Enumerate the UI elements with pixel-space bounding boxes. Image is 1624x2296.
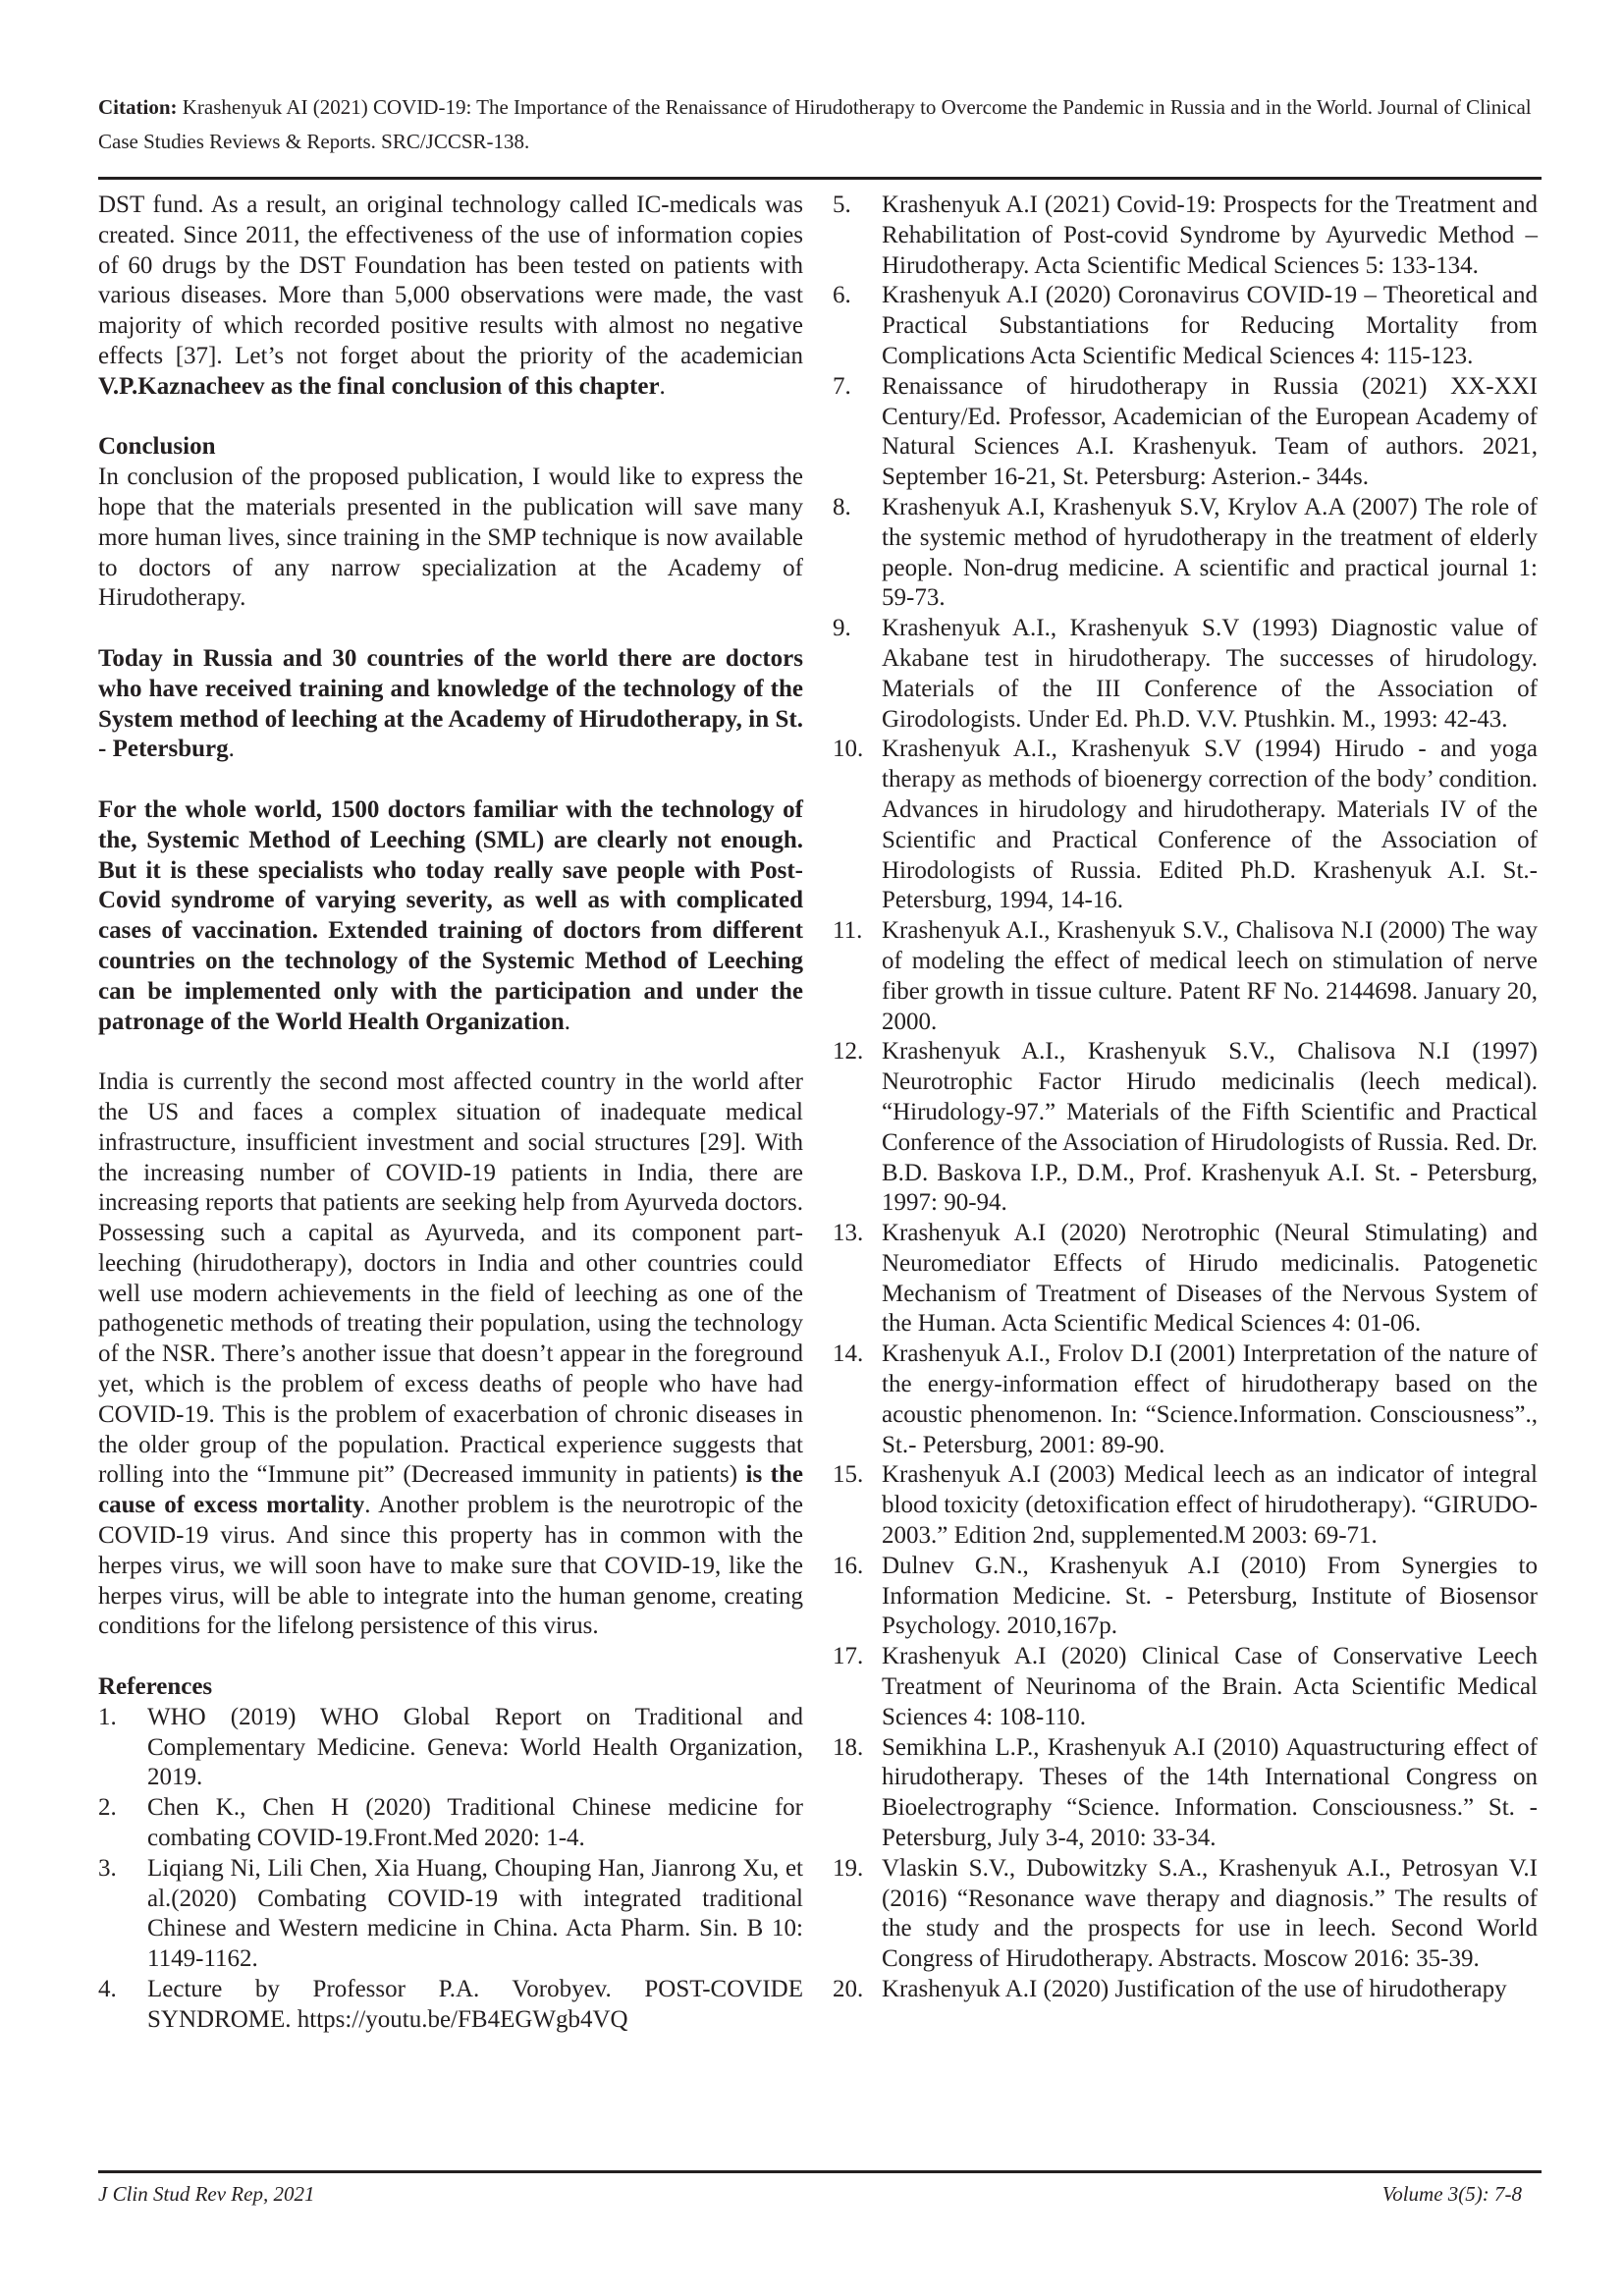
reference-number: 6. (833, 282, 851, 309)
reference-text: WHO (2019) WHO Global Report on Traditional and Complementary Medicine. Geneva: World Health Organization, 2019. (147, 1703, 803, 1791)
reference-item (833, 1552, 1538, 1642)
paragraph-end: . (659, 372, 666, 400)
reference-item (833, 614, 1538, 735)
conclusion-paragraph: In conclusion of the proposed publication, I would like to express the hope that the materials presented in the publication will save many more human lives, since training in the SMP technique is now available to doctors of any narrow specialization at the Academy of Hirudotherapy. (98, 464, 803, 612)
reference-item (833, 916, 1538, 1037)
citation-text: Krashenyuk AI (2021) COVID-19: The Importance of the Renaissance of Hirudotherapy to Overcome the Pandemic in Russia and in the World. Journal of Clinical Case Studies Reviews & Reports. SRC/JCCSR-138. (98, 95, 1532, 153)
header-divider (98, 177, 1542, 180)
body-paragraph-india (98, 1067, 803, 1642)
footer-volume: Volume 3(5): 7-8 (1381, 2182, 1522, 2206)
reference-text: Krashenyuk A.I., Krashenyuk S.V (1993) Diagnostic value of Akabane test in hirudotherapy. The successes of hirudology. Materials of the III Conference of the Association of Girodologists. Under Ed. Ph.D. V.V. Ptushkin. M., 1993: 42-43. (882, 615, 1538, 733)
reference-number: 15. (833, 1461, 864, 1489)
reference-text: Krashenyuk A.I., Krashenyuk S.V., Chalisova N.I (1997) Neurotrophic Factor Hirudo medicinalis (leech medical). “Hirudology-97.” Materials of the Fifth Scientific and Practical Conference of the Association of Hirudologists of Russia. Red. Dr. B.D. Baskova I.P., D.M., Prof. Krashenyuk A.I. St. - Petersburg, 1997: 90-94. (882, 1038, 1538, 1217)
reference-text: Renaissance of hirudotherapy in Russia (2021) XX-XXI Century/Ed. Professor, Academician of the European Academy of Natural Sciences A.I. Krashenyuk. Team of authors. 2021, September 16-21, St. Petersburg: Asterion.- 344s. (882, 372, 1538, 491)
reference-number: 12. (833, 1038, 864, 1066)
reference-item (98, 1854, 803, 1975)
reference-number: 16. (833, 1552, 864, 1579)
reference-text: Krashenyuk A.I (2020) Justification of the use of hirudotherapy (882, 1976, 1507, 2003)
reference-item (833, 1037, 1538, 1219)
reference-number: 7. (833, 372, 851, 400)
reference-item (833, 493, 1538, 614)
paragraph-text: . Another problem is the neurotropic of the COVID-19 virus. And since this property has in common with the herpes virus, we will soon have to make sure that COVID-19, like the herpes virus, will be able to integrate into the human genome, creating conditions for the lifelong persistence of this virus. (98, 1492, 803, 1640)
reference-text: Krashenyuk A.I (2021) Covid-19: Prospects for the Treatment and Rehabilitation of Post-covid Syndrome by Ayurvedic Method – Hirudotherapy. Acta Scientific Medical Sciences 5: 133-134. (882, 191, 1538, 279)
reference-number: 1. (98, 1703, 117, 1730)
reference-item (98, 1703, 803, 1793)
reference-item (833, 1733, 1538, 1854)
reference-text: Krashenyuk A.I (2003) Medical leech as an indicator of integral blood toxicity (detoxification effect of hirudotherapy). “GIRUDO-2003.” Edition 2nd, supplemented.M 2003: 69-71. (882, 1461, 1538, 1550)
reference-number: 5. (833, 191, 851, 218)
citation-label: Citation: (98, 95, 178, 119)
paragraph-bold-text: is the cause of excess mortality (98, 1461, 803, 1519)
paragraph-bold-text: V.P.Kaznacheev as the final conclusion of this chapter (98, 372, 660, 400)
reference-number: 3. (98, 1854, 117, 1882)
reference-item (98, 1793, 803, 1854)
reference-text: Krashenyuk A.I., Frolov D.I (2001) Interpretation of the nature of the energy-information effect of hirudotherapy based on the acoustic phenomenon. In: “Science.Information. Consciousness”., St.- Petersburg, 2001: 89-90. (882, 1340, 1538, 1458)
reference-item (833, 372, 1538, 493)
reference-number: 17. (833, 1643, 864, 1670)
reference-number: 2. (98, 1794, 117, 1822)
reference-text: Krashenyuk A.I, Krashenyuk S.V, Krylov A.A (2007) The role of the systemic method of hyrudotherapy in the treatment of elderly people. Non-drug medicine. A scientific and practical journal 1: 59-73. (882, 493, 1538, 612)
paragraph-end: . (228, 736, 235, 763)
paragraph-text: DST fund. As a result, an original technology called IC-medicals was created. Since 2011, the effectiveness of the use of information copies of 60 drugs by the DST Foundation has been tested on patients with various diseases. More than 5,000 observations were made, the vast majority of which recorded positive results with almost no negative effects [37]. Let’s not forget about the priority of the academician (98, 191, 803, 369)
reference-item (833, 281, 1538, 371)
body-paragraph-russia (98, 644, 803, 765)
reference-item (98, 1975, 803, 2036)
reference-number: 9. (833, 615, 851, 642)
reference-number: 19. (833, 1854, 864, 1882)
reference-text: Krashenyuk A.I (2020) Nerotrophic (Neural Stimulating) and Neuromediator Effects of Hirudo medicinalis. Patogenetic Mechanism of Treatment of Diseases of the Nervous System of the Human. Acta Scientific Medical Sciences 4: 01-06. (882, 1220, 1538, 1338)
reference-number: 18. (833, 1733, 864, 1761)
reference-text: Krashenyuk A.I., Krashenyuk S.V (1994) Hirudo - and yoga therapy as methods of bioenergy correction of the body’ condition. Advances in hirudology and hirudotherapy. Materials IV of the Scientific and Practical Conference of the Association of Hirodologists of Russia. Edited Ph.D. Krashenyuk A.I. St.- Petersburg, 1994, 14-16. (882, 736, 1538, 914)
reference-list-right (833, 191, 1538, 2005)
reference-item (833, 1339, 1538, 1460)
paragraph-bold-text: Today in Russia and 30 countries of the world there are doctors who have received training and knowledge of the technology of the System method of leeching at the Academy of Hirudotherapy, in St. - Petersburg (98, 644, 803, 763)
body-paragraph-world (98, 795, 803, 1037)
reference-item (833, 1975, 1538, 2005)
reference-text: Liqiang Ni, Lili Chen, Xia Huang, Chouping Han, Jianrong Xu, et al.(2020) Combating COVID-19 with integrated traditional Chinese and Western medicine in China. Acta Pharm. Sin. B 10: 1149-1162. (147, 1854, 803, 1973)
reference-item (833, 1460, 1538, 1551)
reference-list-left (98, 1703, 803, 2036)
reference-text: Lecture by Professor P.A. Vorobyev. POST-COVIDE SYNDROME. https://youtu.be/FB4EGWgb4VQ (147, 1976, 803, 2033)
reference-number: 20. (833, 1976, 864, 2003)
reference-number: 11. (833, 917, 863, 945)
reference-text: Chen K., Chen H (2020) Traditional Chinese medicine for combating COVID-19.Front.Med 2020: 1-4. (147, 1794, 803, 1852)
reference-text: Krashenyuk A.I., Krashenyuk S.V., Chalisova N.I (2000) The way of modeling the effect of medical leech on stimulation of nerve fiber growth in tissue culture. Patent RF No. 2144698. January 20, 2000. (882, 917, 1538, 1035)
references-heading: References (98, 1673, 213, 1701)
reference-number: 14. (833, 1340, 864, 1368)
reference-item (833, 1219, 1538, 1339)
reference-text: Dulnev G.N., Krashenyuk A.I (2010) From Synergies to Information Medicine. St. - Petersburg, Institute of Biosensor Psychology. 2010,167p. (882, 1552, 1538, 1640)
conclusion-heading: Conclusion (98, 433, 216, 461)
reference-number: 13. (833, 1220, 864, 1247)
reference-text: Krashenyuk A.I (2020) Coronavirus COVID-19 – Theoretical and Practical Substantiations for Reducing Mortality from Complications Acta Scientific Medical Sciences 4: 115-123. (882, 282, 1538, 369)
reference-item (833, 1854, 1538, 1975)
reference-item (833, 1642, 1538, 1732)
reference-number: 10. (833, 736, 864, 763)
body-paragraph-dst (98, 191, 803, 403)
reference-item (833, 735, 1538, 916)
left-column (98, 191, 803, 2036)
reference-number: 8. (833, 493, 851, 520)
right-column (833, 191, 1538, 2005)
paragraph-end: . (564, 1008, 571, 1035)
reference-text: Vlaskin S.V., Dubowitzky S.A., Krashenyuk A.I., Petrosyan V.I (2016) “Resonance wave therapy and diagnosis.” The results of the study and the prospects for use in leech. Second World Congress of Hirudotherapy. Abstracts. Moscow 2016: 35-39. (882, 1854, 1538, 1973)
citation-header (98, 90, 1542, 159)
paragraph-bold-text: For the whole world, 1500 doctors familiar with the technology of the, Systemic Method of Leeching (SML) are clearly not enough. But it is these specialists who today really save people with Post-Covid syndrome of varying severity, as well as with complicated cases of vaccination. Extended training of doctors from different countries on the technology of the Systemic Method of Leeching can be implemented only with the participation and under the patronage of the World Health Organization (98, 795, 803, 1035)
reference-number: 4. (98, 1976, 117, 2003)
reference-text: Semikhina L.P., Krashenyuk A.I (2010) Aquastructuring effect of hirudotherapy. Theses of the 14th International Congress on Bioelectrography “Science. Information. Consciousness.” St. - Petersburg, July 3-4, 2010: 33-34. (882, 1733, 1538, 1852)
footer-journal: J Clin Stud Rev Rep, 2021 (98, 2182, 315, 2206)
reference-text: Krashenyuk A.I (2020) Clinical Case of Conservative Leech Treatment of Neurinoma of the Brain. Acta Scientific Medical Sciences 4: 108-110. (882, 1643, 1538, 1730)
footer-divider (98, 2170, 1542, 2173)
reference-item (833, 191, 1538, 281)
paragraph-text: India is currently the second most affected country in the world after the US and faces a complex situation of inadequate medical infrastructure, insufficient investment and social structures [29]. With the increasing number of COVID-19 patients in India, there are increasing reports that patients are seeking help from Ayurveda doctors. Possessing such a capital as Ayurveda, and its component part- leeching (hirudotherapy), doctors in India and other countries could well use modern achievements in the field of leeching as one of the pathogenetic methods of treating their population, using the technology of the NSR. There’s another issue that doesn’t appear in the foreground yet, which is the problem of excess deaths of people who have had COVID-19. This is the problem of exacerbation of chronic diseases in the older group of the population. Practical experience suggests that rolling into the “Immune pit” (Decreased immunity in patients) (98, 1068, 803, 1489)
